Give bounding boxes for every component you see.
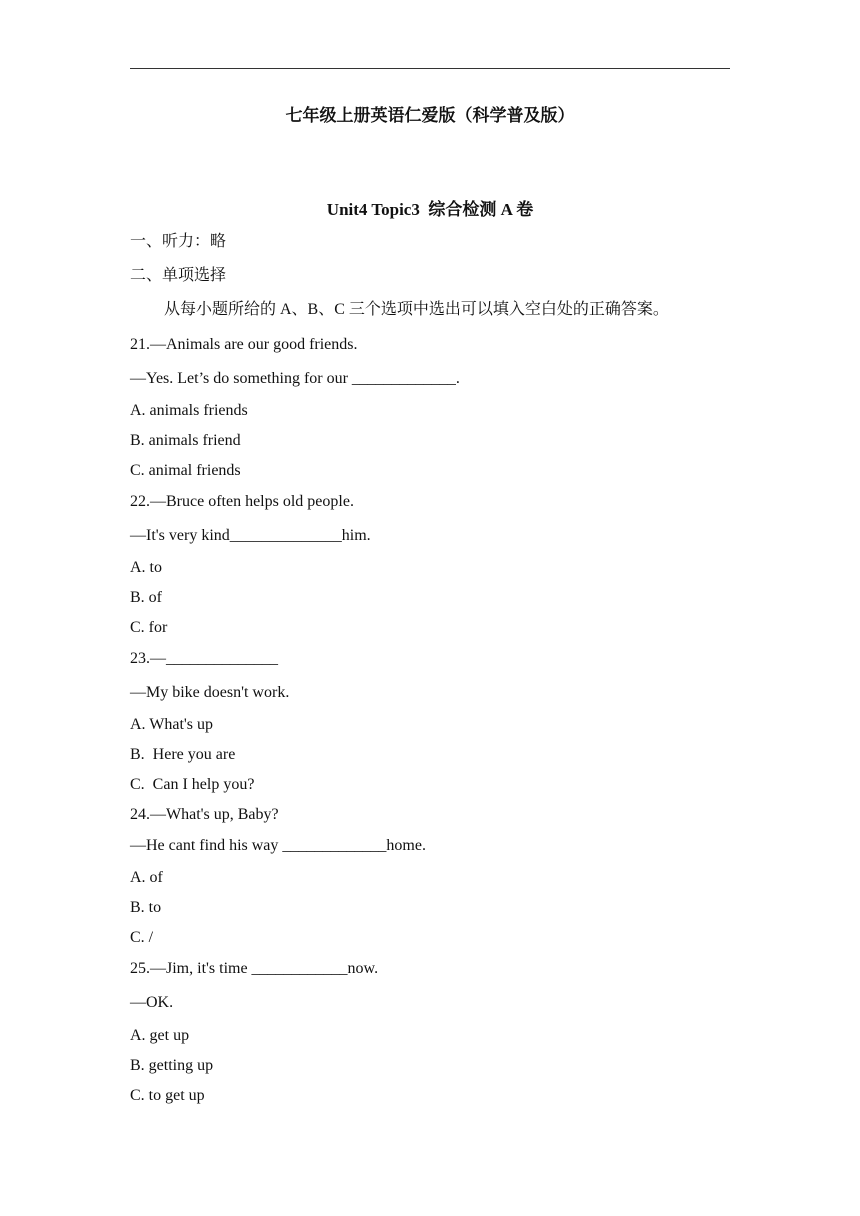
question-24-response: —He cant find his way _____________home. bbox=[130, 837, 426, 854]
document-title: 七年级上册英语仁爱版（科学普及版） bbox=[285, 106, 575, 125]
question-22-option-b: B. of bbox=[130, 589, 162, 606]
question-23-prompt: 23.—______________ bbox=[130, 650, 278, 667]
question-23-response: —My bike doesn't work. bbox=[130, 684, 290, 701]
question-21-response: —Yes. Let’s do something for our _____________. bbox=[130, 370, 460, 387]
question-21-option-c: C. animal friends bbox=[130, 462, 241, 479]
question-22-response: —It's very kind______________him. bbox=[130, 527, 371, 544]
question-24-prompt: 24.—What's up, Baby? bbox=[130, 806, 279, 823]
question-23-option-c: C. Can I help you? bbox=[130, 776, 255, 793]
section-single-choice: 二、单项选择 bbox=[130, 267, 227, 284]
question-25-prompt: 25.—Jim, it's time ____________now. bbox=[130, 960, 379, 977]
section-listening: 一、听力：略 bbox=[130, 233, 227, 250]
header-rule bbox=[130, 68, 730, 69]
question-22-option-c: C. for bbox=[130, 619, 168, 636]
question-24-option-c: C. / bbox=[130, 929, 154, 946]
question-21-prompt: 21.—Animals are our good friends. bbox=[130, 336, 358, 353]
question-25-option-c: C. to get up bbox=[130, 1087, 205, 1104]
question-22-option-a: A. to bbox=[130, 559, 162, 576]
question-23-option-a: A. What's up bbox=[130, 716, 214, 733]
question-21-option-b: B. animals friend bbox=[130, 432, 241, 449]
question-22-prompt: 22.—Bruce often helps old people. bbox=[130, 493, 354, 510]
question-24-option-a: A. of bbox=[130, 869, 163, 886]
question-21-option-a: A. animals friends bbox=[130, 402, 248, 419]
question-23-option-b: B. Here you are bbox=[130, 746, 236, 763]
document-subtitle: Unit4 Topic3 综合检测 A 卷 bbox=[326, 200, 534, 219]
question-25-option-a: A. get up bbox=[130, 1027, 190, 1044]
section-instruction: 从每小题所给的 A、B、C 三个选项中选出可以填入空白处的正确答案。 bbox=[164, 301, 669, 318]
question-25-option-b: B. getting up bbox=[130, 1057, 214, 1074]
question-25-response: —OK. bbox=[130, 994, 174, 1011]
question-24-option-b: B. to bbox=[130, 899, 162, 916]
